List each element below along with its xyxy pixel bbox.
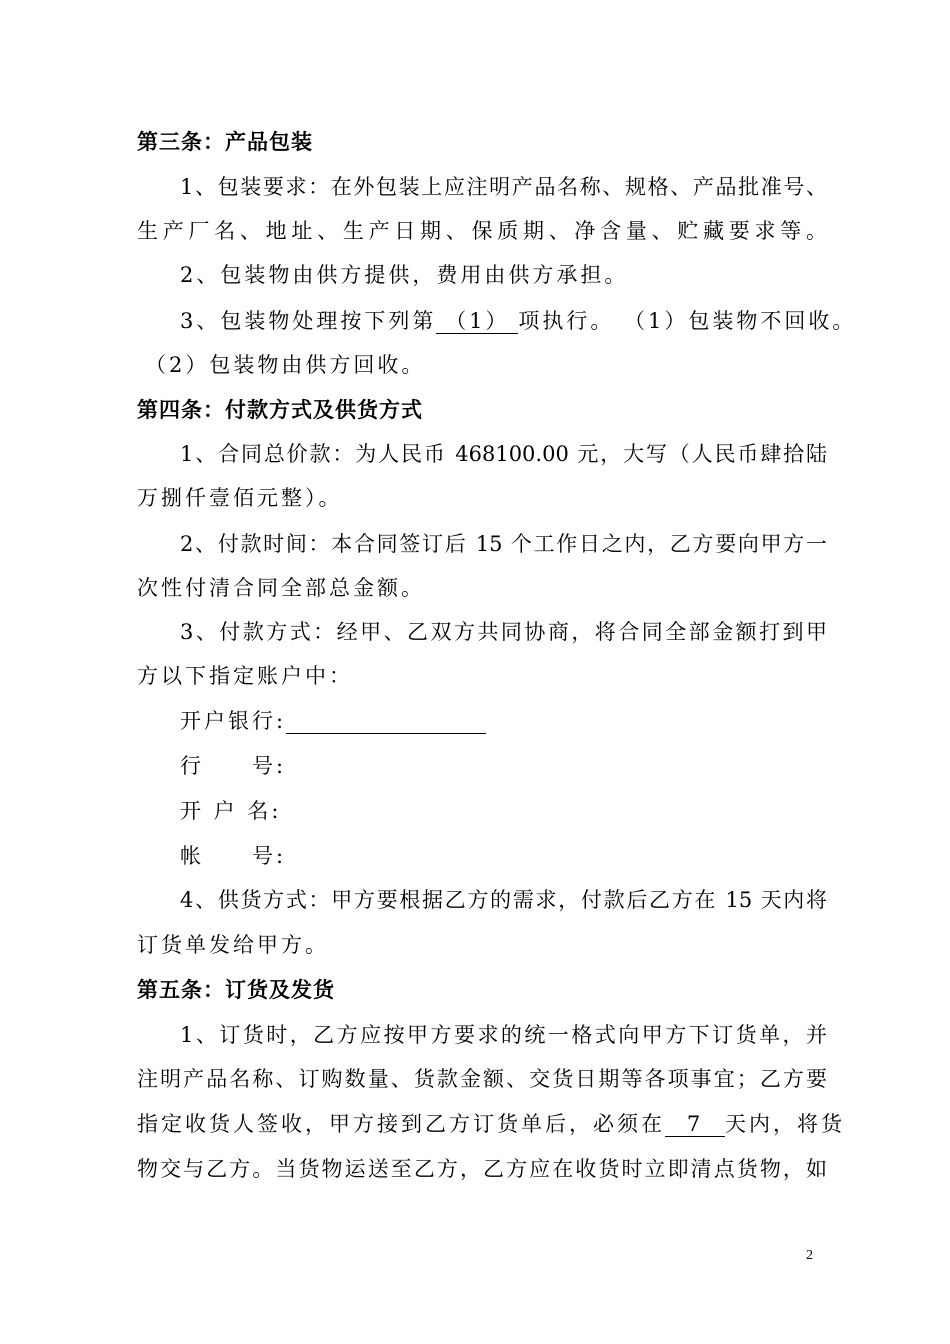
art3-p2: 2、包装物由供方提供，费用由供方承担。 xyxy=(180,263,629,287)
art4-p1-line1: 1、合同总价款：为人民币 468100.00 元，大写（人民币肆拾陆 xyxy=(180,442,827,466)
art3-p1-line1: 1、包装要求：在外包装上应注明产品名称、规格、产品批准号、 xyxy=(180,175,827,199)
art4-p3-line1: 3、付款方式：经甲、乙双方共同协商，将合同全部金额打到甲 xyxy=(180,620,827,644)
art5-p1-line1: 1、订货时，乙方应按甲方要求的统一格式向甲方下订货单，并 xyxy=(180,1023,827,1047)
art5-p1-line2: 注明产品名称、订购数量、货款金额、交货日期等各项事宜；乙方要 xyxy=(137,1067,827,1091)
art4-p2-line1: 2、付款时间：本合同签订后 15 个工作日之内，乙方要向甲方一 xyxy=(180,532,827,556)
art3-p3-line1 xyxy=(180,306,857,336)
article-5-heading: 第五条：订货及发货 xyxy=(137,978,335,1002)
article-3-heading: 第三条：产品包装 xyxy=(137,130,313,154)
bank-label: 开户银行: xyxy=(180,709,287,733)
delivery-days-blank: 7 xyxy=(665,1112,725,1137)
account-name-label: 开 户 名: xyxy=(180,799,282,823)
art5-p1-line3 xyxy=(137,1109,845,1139)
art3-p3-suffix: 项执行。 （1）包装物不回收。 xyxy=(518,309,857,333)
art5-p1-line4: 物交与乙方。当货物运送至乙方，乙方应在收货时立即清点货物，如 xyxy=(137,1157,827,1181)
page-number: 2 xyxy=(806,1248,813,1263)
bank-field xyxy=(180,706,827,736)
account-number-label: 帐 号: xyxy=(180,844,287,868)
art4-p3-line2: 方以下指定账户中： xyxy=(137,664,353,688)
art4-p1-line2: 万捌仟壹佰元整）。 xyxy=(137,486,343,510)
article-4-heading: 第四条：付款方式及供货方式 xyxy=(137,398,423,422)
art3-p3-prefix: 3、包装物处理按下列第 xyxy=(180,309,437,333)
art5-p1-line3-suffix: 天内，将货 xyxy=(725,1112,845,1136)
art4-p4-line1: 4、供货方式：甲方要根据乙方的需求，付款后乙方在 15 天内将 xyxy=(180,888,827,912)
art3-p3-line2: （2）包装物由供方回收。 xyxy=(145,353,426,377)
art3-p1-line2: 生产厂名、地址、生产日期、保质期、净含量、贮藏要求等。 xyxy=(137,219,827,243)
row-number-label: 行 号: xyxy=(180,754,287,778)
art5-p1-line3-prefix: 指定收货人签收，甲方接到乙方订货单后，必须在 xyxy=(137,1112,665,1136)
packaging-option-blank: （1） xyxy=(436,309,518,334)
art4-p2-line2: 次性付清合同全部总金额。 xyxy=(137,576,425,600)
bank-blank-line xyxy=(286,709,486,734)
art4-p4-line2: 订货单发给甲方。 xyxy=(137,933,329,957)
